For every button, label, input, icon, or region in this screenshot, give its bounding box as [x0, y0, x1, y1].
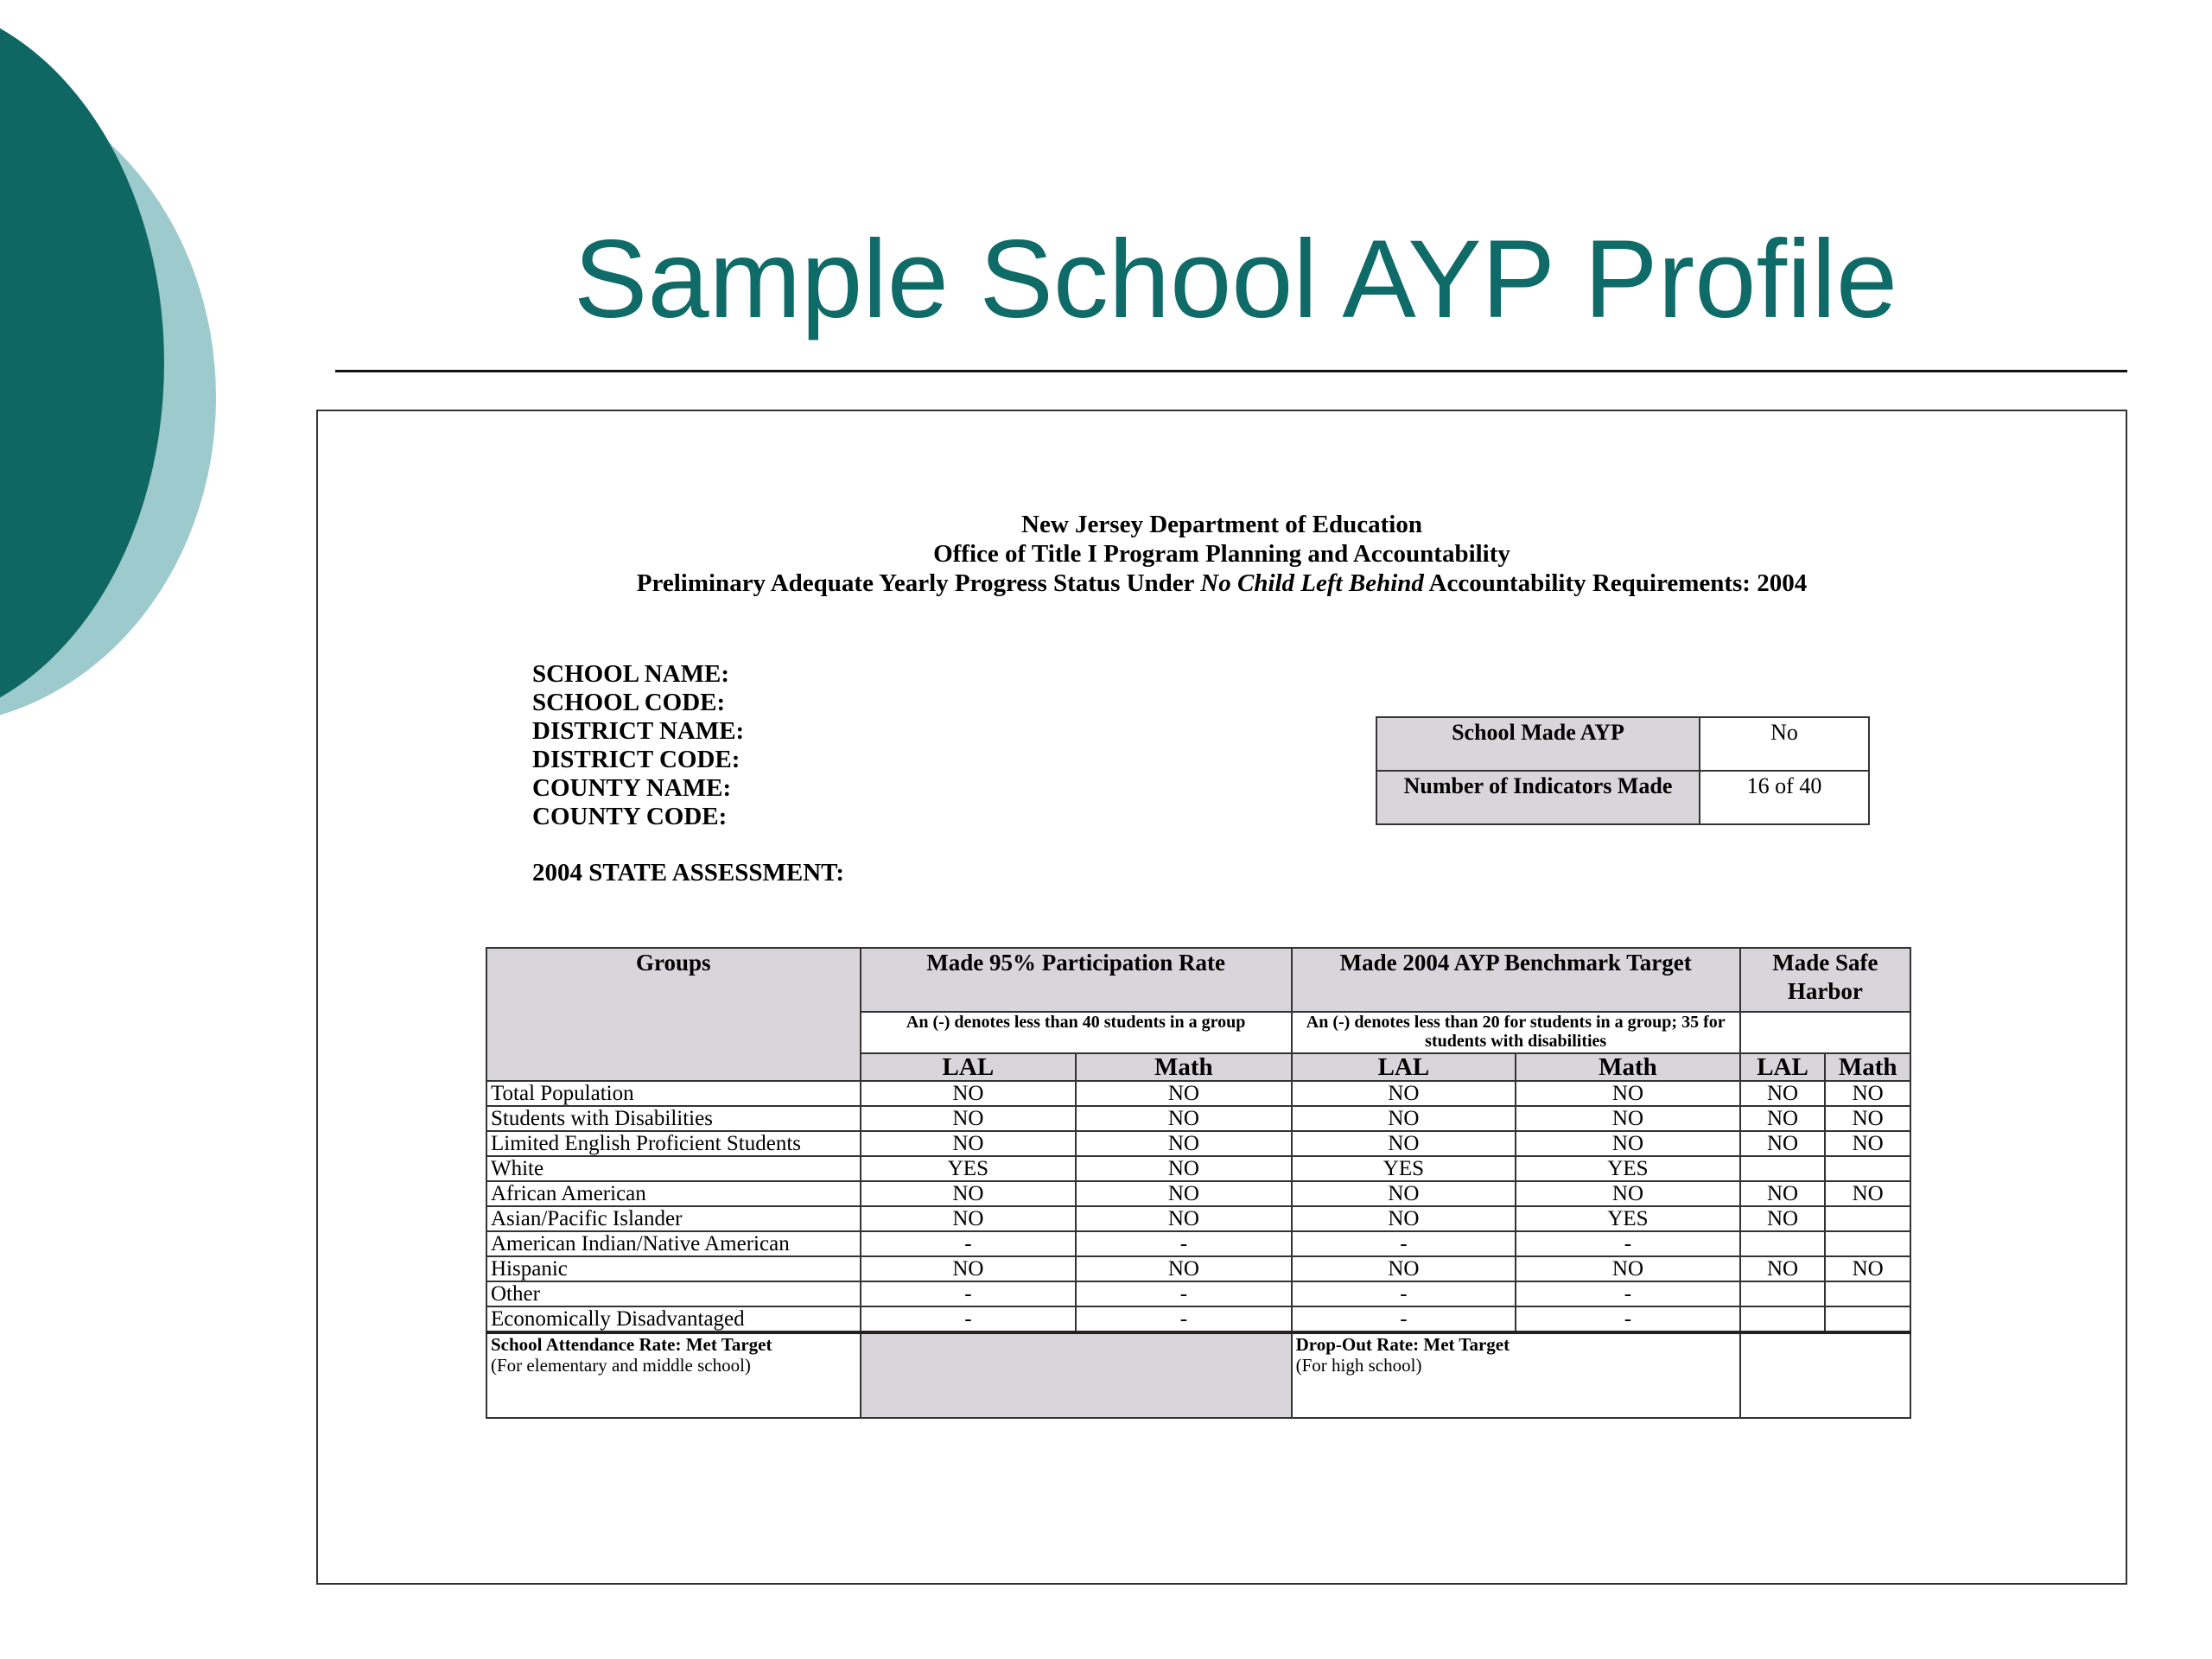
table-row — [486, 1106, 1910, 1131]
status-cell: - — [1292, 1306, 1516, 1332]
ayp-made-value: No — [1700, 717, 1869, 771]
footer-dropout: Drop-Out Rate: Met Target (For high school) — [1292, 1332, 1740, 1418]
ayp-groups-table — [486, 947, 1911, 1419]
status-cell: NO — [861, 1256, 1077, 1281]
info-district-code: DISTRICT CODE: — [532, 746, 741, 773]
status-cell: NO — [1292, 1131, 1516, 1156]
subheader-lal: LAL — [861, 1053, 1077, 1081]
status-cell: NO — [1516, 1081, 1740, 1106]
status-cell: NO — [1825, 1106, 1910, 1131]
status-cell: NO — [1740, 1181, 1826, 1206]
table-row — [486, 1206, 1910, 1231]
header-line: Preliminary Adequate Yearly Progress Status Under No Child Left Behind Accountability Requirements: 2004 — [636, 569, 1808, 597]
note-safe-harbor-empty — [1740, 1012, 1910, 1053]
status-cell — [1825, 1156, 1910, 1181]
group-name: American Indian/Native American — [486, 1231, 861, 1256]
status-cell: - — [861, 1231, 1077, 1256]
status-cell: NO — [861, 1181, 1077, 1206]
status-cell: NO — [1825, 1181, 1910, 1206]
footer-empty-cell — [1740, 1332, 1910, 1418]
status-cell: NO — [1516, 1106, 1740, 1131]
subheader-math: Math — [1076, 1053, 1292, 1081]
group-name: Asian/Pacific Islander — [486, 1206, 861, 1231]
status-cell — [1825, 1306, 1910, 1332]
subheader-lal: LAL — [1292, 1053, 1516, 1081]
status-cell: NO — [861, 1081, 1077, 1106]
status-cell: - — [1516, 1306, 1740, 1332]
note-participation: An (-) denotes less than 40 students in a group — [861, 1012, 1292, 1053]
group-name: Total Population — [486, 1081, 861, 1106]
table-row — [486, 1181, 1910, 1206]
status-cell: NO — [1076, 1131, 1292, 1156]
subheader-math: Math — [1825, 1053, 1910, 1081]
document-header — [318, 510, 2126, 598]
header-safe-harbor: Made Safe Harbor — [1740, 948, 1910, 1012]
status-cell: NO — [1292, 1181, 1516, 1206]
subheader-lal: LAL — [1740, 1053, 1826, 1081]
info-school-code: SCHOOL CODE: — [532, 689, 726, 716]
status-cell: - — [1076, 1231, 1292, 1256]
table-row — [486, 1306, 1910, 1332]
status-cell: NO — [1825, 1131, 1910, 1156]
ayp-summary-table — [1376, 716, 1870, 825]
document-image — [316, 410, 2127, 1585]
footer-attendance: School Attendance Rate: Met Target (For elementary and middle school) — [486, 1332, 861, 1418]
status-cell: NO — [1292, 1256, 1516, 1281]
table-row — [486, 1156, 1910, 1181]
status-cell: - — [1516, 1231, 1740, 1256]
header-groups: Groups — [486, 948, 861, 1081]
status-cell — [1825, 1206, 1910, 1231]
header-benchmark: Made 2004 AYP Benchmark Target — [1292, 948, 1740, 1012]
note-benchmark: An (-) denotes less than 20 for students in a group; 35 for students with disabilities — [1292, 1012, 1740, 1053]
title-divider — [335, 370, 2127, 372]
group-name: Students with Disabilities — [486, 1106, 861, 1131]
status-cell — [1740, 1281, 1826, 1306]
status-cell: NO — [861, 1206, 1077, 1231]
status-cell: NO — [1292, 1206, 1516, 1231]
header-line: New Jersey Department of Education — [1021, 511, 1422, 538]
info-county-name: COUNTY NAME: — [532, 774, 732, 802]
assessment-label: 2004 STATE ASSESSMENT: — [532, 859, 844, 887]
slide-title: Sample School AYP Profile — [573, 218, 1898, 341]
group-name: White — [486, 1156, 861, 1181]
status-cell: - — [1292, 1231, 1516, 1256]
status-cell: YES — [861, 1156, 1077, 1181]
status-cell: NO — [1076, 1256, 1292, 1281]
group-name: Economically Disadvantaged — [486, 1306, 861, 1332]
table-row — [486, 1231, 1910, 1256]
status-cell: NO — [1516, 1131, 1740, 1156]
footer-gray-cell — [861, 1332, 1292, 1418]
status-cell: NO — [861, 1131, 1077, 1156]
group-name: African American — [486, 1181, 861, 1206]
school-info — [532, 660, 744, 831]
status-cell: NO — [1076, 1156, 1292, 1181]
ayp-made-label: School Made AYP — [1376, 717, 1700, 771]
table-row — [486, 1081, 1910, 1106]
status-cell: NO — [1740, 1131, 1826, 1156]
status-cell: NO — [1076, 1206, 1292, 1231]
status-cell — [1740, 1306, 1826, 1332]
status-cell: - — [1292, 1281, 1516, 1306]
status-cell: - — [1516, 1281, 1740, 1306]
status-cell: - — [861, 1281, 1077, 1306]
info-school-name: SCHOOL NAME: — [532, 660, 729, 688]
status-cell — [1740, 1156, 1826, 1181]
subheader-math: Math — [1516, 1053, 1740, 1081]
status-cell — [1825, 1281, 1910, 1306]
status-cell: NO — [1740, 1106, 1826, 1131]
status-cell: NO — [1516, 1256, 1740, 1281]
info-district-name: DISTRICT NAME: — [532, 717, 745, 745]
status-cell: NO — [1825, 1081, 1910, 1106]
status-cell: NO — [1076, 1106, 1292, 1131]
status-cell: NO — [1740, 1081, 1826, 1106]
status-cell: YES — [1292, 1156, 1516, 1181]
indicators-value: 16 of 40 — [1700, 771, 1869, 824]
status-cell: YES — [1516, 1156, 1740, 1181]
status-cell: NO — [1740, 1256, 1826, 1281]
status-cell: NO — [1076, 1181, 1292, 1206]
header-participation: Made 95% Participation Rate — [861, 948, 1292, 1012]
status-cell: NO — [1740, 1206, 1826, 1231]
status-cell: - — [1076, 1281, 1292, 1306]
group-name: Hispanic — [486, 1256, 861, 1281]
status-cell: - — [861, 1306, 1077, 1332]
header-line: Office of Title I Program Planning and Accountability — [933, 540, 1510, 568]
group-name: Other — [486, 1281, 861, 1306]
status-cell: NO — [1825, 1256, 1910, 1281]
group-name: Limited English Proficient Students — [486, 1131, 861, 1156]
table-row — [486, 1281, 1910, 1306]
status-cell: NO — [861, 1106, 1077, 1131]
table-row — [486, 1256, 1910, 1281]
status-cell: NO — [1292, 1106, 1516, 1131]
status-cell: - — [1076, 1306, 1292, 1332]
status-cell: NO — [1516, 1181, 1740, 1206]
status-cell: NO — [1076, 1081, 1292, 1106]
table-row — [486, 1131, 1910, 1156]
status-cell — [1740, 1231, 1826, 1256]
info-county-code: COUNTY CODE: — [532, 803, 728, 830]
status-cell: YES — [1516, 1206, 1740, 1231]
indicators-label: Number of Indicators Made — [1376, 771, 1700, 824]
status-cell — [1825, 1231, 1910, 1256]
status-cell: NO — [1292, 1081, 1516, 1106]
